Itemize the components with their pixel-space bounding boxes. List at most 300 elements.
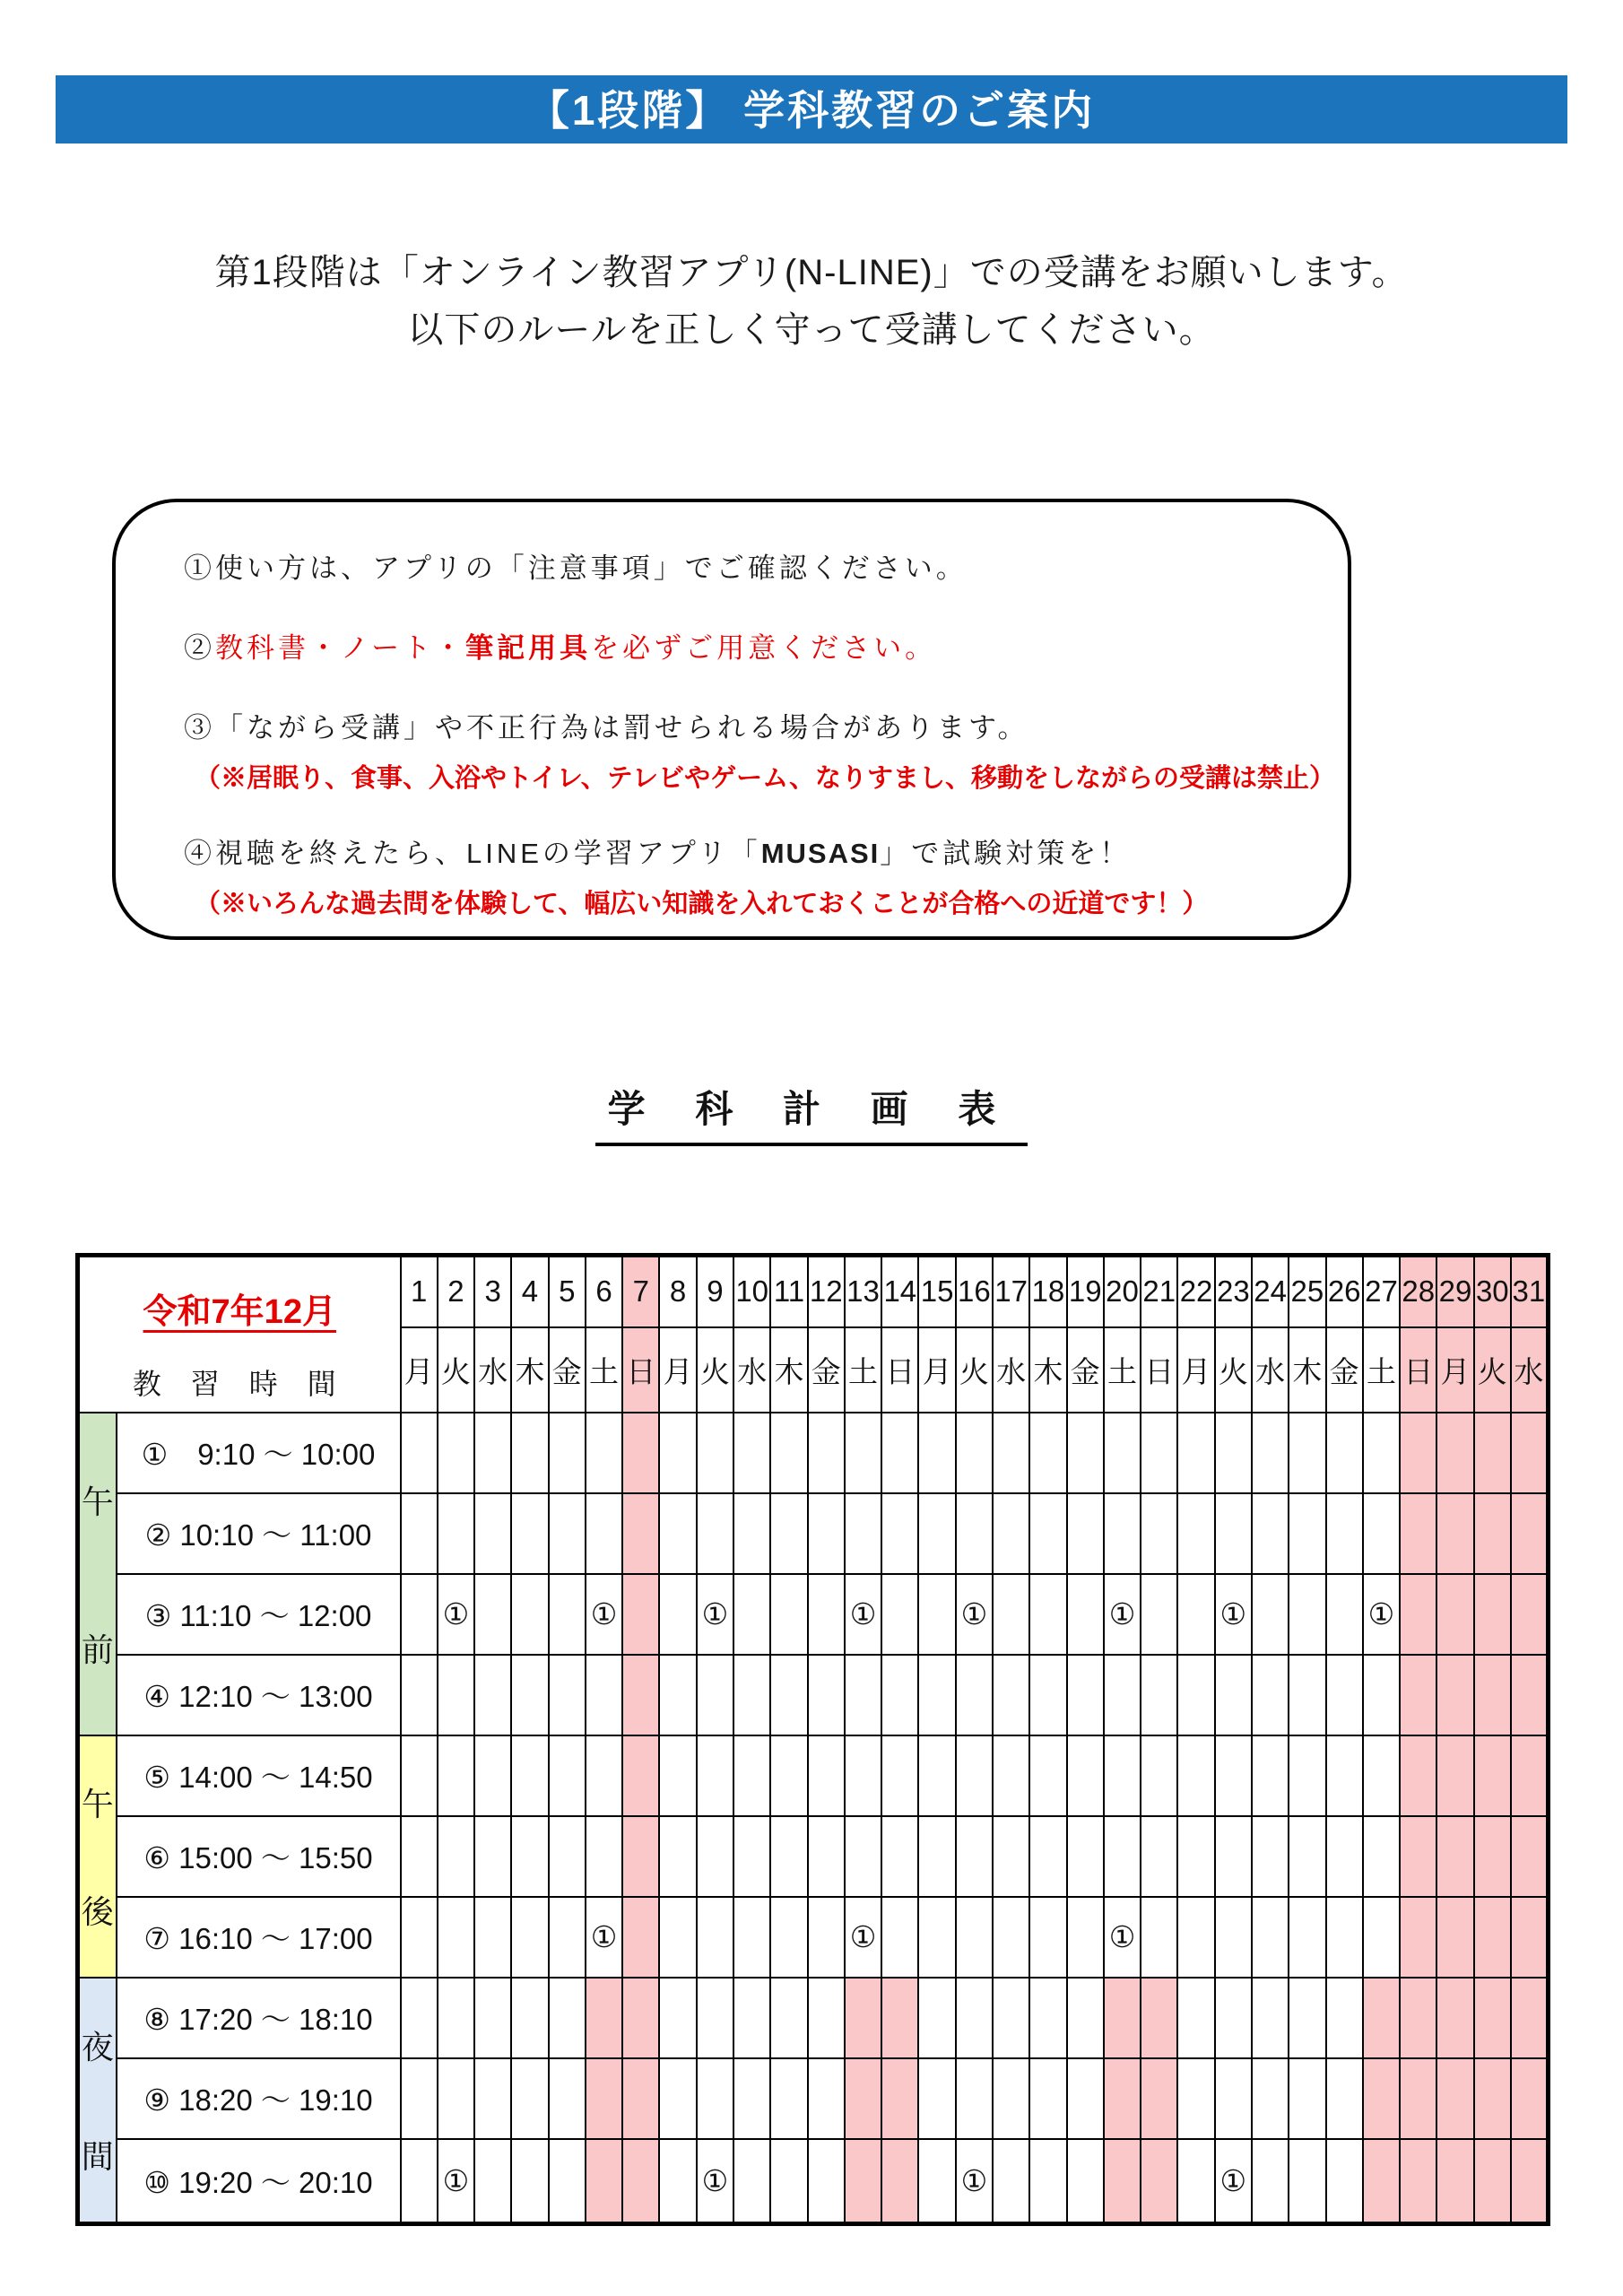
section-label-char: 前 xyxy=(81,1631,114,1668)
rule-text-part: 筆記用具 xyxy=(465,632,592,664)
schedule-cell-r6-d1 xyxy=(401,1816,438,1897)
schedule-cell-r9-d26 xyxy=(1326,2058,1363,2139)
schedule-table xyxy=(75,1253,1550,2226)
intro-text xyxy=(0,244,1623,359)
schedule-cell-r3-d30 xyxy=(1474,1574,1511,1655)
schedule-cell-r4-d14 xyxy=(881,1655,918,1735)
lesson-mark-r7-d20: ① xyxy=(1104,1897,1141,1978)
schedule-cell-r3-d18 xyxy=(1029,1574,1066,1655)
section-label-cell xyxy=(78,1413,117,1735)
schedule-cell-r7-d30 xyxy=(1474,1897,1511,1978)
schedule-cell-r6-d10 xyxy=(733,1816,770,1897)
schedule-cell-r5-d5 xyxy=(549,1735,586,1816)
schedule-cell-r5-d7 xyxy=(622,1735,659,1816)
month-header-cell xyxy=(78,1256,401,1413)
schedule-cell-r3-d19 xyxy=(1067,1574,1104,1655)
lesson-mark-r10-d9: ① xyxy=(697,2139,733,2224)
intro-line-1: 第1段階は「オンライン教習アプリ(N-LINE)」での受講をお願いします。 xyxy=(214,253,1409,292)
section-label-char: 午 xyxy=(81,1483,114,1520)
schedule-cell-r8-d31 xyxy=(1511,1978,1548,2058)
schedule-cell-r4-d28 xyxy=(1400,1655,1436,1735)
dow-cell-27: 土 xyxy=(1363,1327,1400,1413)
schedule-cell-r7-d27 xyxy=(1363,1897,1400,1978)
lesson-mark-r10-d16: ① xyxy=(956,2139,993,2224)
schedule-cell-r9-d23 xyxy=(1215,2058,1252,2139)
schedule-cell-r3-d14 xyxy=(881,1574,918,1655)
schedule-cell-r3-d8 xyxy=(659,1574,696,1655)
schedule-cell-r1-d20 xyxy=(1104,1413,1141,1493)
time-slot-cell: ⑤ 14:00 ～ 14:50 xyxy=(117,1735,401,1816)
schedule-cell-r4-d13 xyxy=(845,1655,881,1735)
schedule-cell-r1-d3 xyxy=(474,1413,511,1493)
dow-cell-20: 土 xyxy=(1104,1327,1141,1413)
schedule-cell-r4-d27 xyxy=(1363,1655,1400,1735)
dow-cell-22: 月 xyxy=(1177,1327,1214,1413)
rule-line xyxy=(184,625,1312,665)
date-cell-18: 18 xyxy=(1029,1256,1066,1327)
schedule-cell-r1-d7 xyxy=(622,1413,659,1493)
schedule-cell-r10-d6 xyxy=(586,2139,622,2224)
schedule-cell-r10-d4 xyxy=(511,2139,548,2224)
schedule-cell-r9-d4 xyxy=(511,2058,548,2139)
schedule-cell-r10-d31 xyxy=(1511,2139,1548,2224)
schedule-cell-r3-d17 xyxy=(993,1574,1029,1655)
page-title-banner: 【1段階】 学科教習のご案内 xyxy=(56,75,1567,144)
schedule-cell-r9-d12 xyxy=(808,2058,845,2139)
date-cell-21: 21 xyxy=(1141,1256,1177,1327)
schedule-cell-r7-d3 xyxy=(474,1897,511,1978)
rule-text-part: ④視聴を終えたら、LINEの学習アプリ「 xyxy=(184,838,761,869)
schedule-cell-r5-d30 xyxy=(1474,1735,1511,1816)
schedule-cell-r9-d5 xyxy=(549,2058,586,2139)
schedule-cell-r4-d19 xyxy=(1067,1655,1104,1735)
rule-text-part: （※居眠り、食事、入浴やトイレ、テレビやゲーム、なりすまし、移動をしながらの受講は禁止） xyxy=(195,764,1335,793)
schedule-cell-r5-d10 xyxy=(733,1735,770,1816)
time-slot-cell: ② 10:10 ～ 11:00 xyxy=(117,1493,401,1574)
schedule-cell-r3-d1 xyxy=(401,1574,438,1655)
lesson-mark-r10-d2: ① xyxy=(438,2139,474,2224)
schedule-cell-r2-d13 xyxy=(845,1493,881,1574)
schedule-cell-r10-d17 xyxy=(993,2139,1029,2224)
schedule-cell-r7-d16 xyxy=(956,1897,993,1978)
section-label xyxy=(80,1979,116,2222)
section-label-char: 午 xyxy=(81,1786,114,1822)
time-slot-cell: ③ 11:10 ～ 12:00 xyxy=(117,1574,401,1655)
dow-cell-26: 金 xyxy=(1326,1327,1363,1413)
schedule-cell-r1-d5 xyxy=(549,1413,586,1493)
schedule-cell-r5-d27 xyxy=(1363,1735,1400,1816)
schedule-cell-r6-d25 xyxy=(1289,1816,1325,1897)
dow-cell-6: 土 xyxy=(586,1327,622,1413)
schedule-cell-r1-d12 xyxy=(808,1413,845,1493)
schedule-cell-r8-d1 xyxy=(401,1978,438,2058)
schedule-cell-r5-d17 xyxy=(993,1735,1029,1816)
dow-cell-18: 木 xyxy=(1029,1327,1066,1413)
schedule-cell-r8-d24 xyxy=(1252,1978,1289,2058)
rule-text-part: ② xyxy=(184,632,215,664)
schedule-cell-r7-d31 xyxy=(1511,1897,1548,1978)
schedule-cell-r8-d6 xyxy=(586,1978,622,2058)
date-cell-3: 3 xyxy=(474,1256,511,1327)
rule-text-part: MUSASI xyxy=(760,838,881,869)
rule-text-part: ①使い方は、アプリの「注意事項」でご確認ください。 xyxy=(184,552,968,584)
schedule-cell-r5-d25 xyxy=(1289,1735,1325,1816)
schedule-cell-r8-d15 xyxy=(918,1978,955,2058)
date-cell-28: 28 xyxy=(1400,1256,1436,1327)
schedule-cell-r5-d28 xyxy=(1400,1735,1436,1816)
lesson-mark-r3-d27: ① xyxy=(1363,1574,1400,1655)
dow-cell-16: 火 xyxy=(956,1327,993,1413)
schedule-cell-r10-d21 xyxy=(1141,2139,1177,2224)
schedule-cell-r3-d22 xyxy=(1177,1574,1214,1655)
schedule-cell-r10-d20 xyxy=(1104,2139,1141,2224)
schedule-cell-r7-d29 xyxy=(1436,1897,1473,1978)
time-slot-cell: ① 9:10 ～ 10:00 xyxy=(117,1413,401,1493)
schedule-cell-r8-d7 xyxy=(622,1978,659,2058)
schedule-cell-r1-d31 xyxy=(1511,1413,1548,1493)
dow-cell-12: 金 xyxy=(808,1327,845,1413)
rule-note-line xyxy=(195,883,1312,920)
time-slot-cell: ⑧ 17:20 ～ 18:10 xyxy=(117,1978,401,2058)
schedule-cell-r6-d3 xyxy=(474,1816,511,1897)
schedule-cell-r10-d30 xyxy=(1474,2139,1511,2224)
schedule-cell-r2-d16 xyxy=(956,1493,993,1574)
lesson-mark-r3-d16: ① xyxy=(956,1574,993,1655)
schedule-cell-r9-d21 xyxy=(1141,2058,1177,2139)
schedule-cell-r6-d22 xyxy=(1177,1816,1214,1897)
schedule-cell-r8-d2 xyxy=(438,1978,474,2058)
section-label-cell xyxy=(78,1735,117,1978)
schedule-cell-r1-d22 xyxy=(1177,1413,1214,1493)
schedule-cell-r4-d12 xyxy=(808,1655,845,1735)
schedule-cell-r1-d2 xyxy=(438,1413,474,1493)
lesson-mark-r3-d23: ① xyxy=(1215,1574,1252,1655)
schedule-cell-r7-d17 xyxy=(993,1897,1029,1978)
schedule-cell-r5-d6 xyxy=(586,1735,622,1816)
date-cell-7: 7 xyxy=(622,1256,659,1327)
lesson-mark-r3-d2: ① xyxy=(438,1574,474,1655)
schedule-cell-r8-d25 xyxy=(1289,1978,1325,2058)
schedule-cell-r10-d11 xyxy=(770,2139,807,2224)
dow-cell-7: 日 xyxy=(622,1327,659,1413)
schedule-cell-r2-d1 xyxy=(401,1493,438,1574)
schedule-cell-r6-d21 xyxy=(1141,1816,1177,1897)
date-cell-9: 9 xyxy=(697,1256,733,1327)
schedule-cell-r7-d19 xyxy=(1067,1897,1104,1978)
schedule-cell-r9-d6 xyxy=(586,2058,622,2139)
schedule-cell-r8-d10 xyxy=(733,1978,770,2058)
schedule-cell-r3-d29 xyxy=(1436,1574,1473,1655)
schedule-cell-r8-d5 xyxy=(549,1978,586,2058)
month-label: 令和7年12月 xyxy=(143,1293,336,1332)
dow-cell-17: 水 xyxy=(993,1327,1029,1413)
dow-cell-3: 水 xyxy=(474,1327,511,1413)
schedule-cell-r7-d22 xyxy=(1177,1897,1214,1978)
dow-cell-19: 金 xyxy=(1067,1327,1104,1413)
schedule-cell-r7-d7 xyxy=(622,1897,659,1978)
plan-title-wrap xyxy=(0,1080,1623,1146)
schedule-cell-r8-d3 xyxy=(474,1978,511,2058)
schedule-cell-r4-d4 xyxy=(511,1655,548,1735)
schedule-cell-r8-d30 xyxy=(1474,1978,1511,2058)
schedule-cell-r2-d11 xyxy=(770,1493,807,1574)
date-cell-31: 31 xyxy=(1511,1256,1548,1327)
dow-cell-9: 火 xyxy=(697,1327,733,1413)
schedule-cell-r9-d2 xyxy=(438,2058,474,2139)
schedule-cell-r10-d22 xyxy=(1177,2139,1214,2224)
schedule-cell-r2-d23 xyxy=(1215,1493,1252,1574)
schedule-cell-r3-d5 xyxy=(549,1574,586,1655)
schedule-cell-r9-d14 xyxy=(881,2058,918,2139)
schedule-cell-r5-d8 xyxy=(659,1735,696,1816)
schedule-cell-r10-d13 xyxy=(845,2139,881,2224)
schedule-cell-r5-d15 xyxy=(918,1735,955,1816)
date-cell-30: 30 xyxy=(1474,1256,1511,1327)
schedule-cell-r6-d29 xyxy=(1436,1816,1473,1897)
schedule-cell-r1-d17 xyxy=(993,1413,1029,1493)
rule-text-part: を必ずご用意ください。 xyxy=(591,632,937,664)
schedule-cell-r4-d20 xyxy=(1104,1655,1141,1735)
schedule-cell-r9-d13 xyxy=(845,2058,881,2139)
schedule-cell-r1-d4 xyxy=(511,1413,548,1493)
schedule-cell-r7-d21 xyxy=(1141,1897,1177,1978)
schedule-cell-r8-d14 xyxy=(881,1978,918,2058)
schedule-cell-r5-d20 xyxy=(1104,1735,1141,1816)
schedule-cell-r10-d5 xyxy=(549,2139,586,2224)
section-label-char: 夜 xyxy=(81,2028,114,2066)
date-cell-17: 17 xyxy=(993,1256,1029,1327)
date-cell-25: 25 xyxy=(1289,1256,1325,1327)
schedule-cell-r1-d10 xyxy=(733,1413,770,1493)
date-cell-5: 5 xyxy=(549,1256,586,1327)
schedule-cell-r5-d1 xyxy=(401,1735,438,1816)
schedule-cell-r6-d15 xyxy=(918,1816,955,1897)
schedule-cell-r4-d31 xyxy=(1511,1655,1548,1735)
schedule-cell-r2-d10 xyxy=(733,1493,770,1574)
schedule-cell-r6-d13 xyxy=(845,1816,881,1897)
time-slot-cell: ⑦ 16:10 ～ 17:00 xyxy=(117,1897,401,1978)
plan-title: 学 科 計 画 表 xyxy=(595,1080,1028,1146)
date-cell-29: 29 xyxy=(1436,1256,1473,1327)
date-cell-10: 10 xyxy=(733,1256,770,1327)
schedule-cell-r7-d12 xyxy=(808,1897,845,1978)
schedule-cell-r3-d21 xyxy=(1141,1574,1177,1655)
schedule-cell-r6-d2 xyxy=(438,1816,474,1897)
schedule-cell-r8-d19 xyxy=(1067,1978,1104,2058)
schedule-cell-r2-d28 xyxy=(1400,1493,1436,1574)
schedule-cell-r10-d25 xyxy=(1289,2139,1325,2224)
date-cell-6: 6 xyxy=(586,1256,622,1327)
rule-line xyxy=(184,545,1312,586)
schedule-cell-r2-d12 xyxy=(808,1493,845,1574)
schedule-cell-r10-d28 xyxy=(1400,2139,1436,2224)
schedule-cell-r9-d17 xyxy=(993,2058,1029,2139)
schedule-cell-r2-d31 xyxy=(1511,1493,1548,1574)
time-slot-cell: ⑨ 18:20 ～ 19:10 xyxy=(117,2058,401,2139)
schedule-cell-r5-d31 xyxy=(1511,1735,1548,1816)
intro-line-2: 以下のルールを正しく守って受講してください。 xyxy=(407,310,1216,350)
schedule-cell-r5-d4 xyxy=(511,1735,548,1816)
schedule-cell-r2-d29 xyxy=(1436,1493,1473,1574)
schedule-cell-r2-d18 xyxy=(1029,1493,1066,1574)
schedule-cell-r6-d9 xyxy=(697,1816,733,1897)
schedule-cell-r4-d6 xyxy=(586,1655,622,1735)
dow-cell-2: 火 xyxy=(438,1327,474,1413)
schedule-cell-r9-d19 xyxy=(1067,2058,1104,2139)
schedule-cell-r1-d9 xyxy=(697,1413,733,1493)
date-cell-19: 19 xyxy=(1067,1256,1104,1327)
schedule-cell-r2-d9 xyxy=(697,1493,733,1574)
dow-cell-28: 日 xyxy=(1400,1327,1436,1413)
rules-box xyxy=(112,499,1351,940)
schedule-cell-r7-d18 xyxy=(1029,1897,1066,1978)
schedule-cell-r6-d23 xyxy=(1215,1816,1252,1897)
date-cell-1: 1 xyxy=(401,1256,438,1327)
date-cell-15: 15 xyxy=(918,1256,955,1327)
time-slot-cell: ⑩ 19:20 ～ 20:10 xyxy=(117,2139,401,2224)
date-cell-12: 12 xyxy=(808,1256,845,1327)
lesson-mark-r3-d6: ① xyxy=(586,1574,622,1655)
schedule-cell-r9-d28 xyxy=(1400,2058,1436,2139)
schedule-cell-r9-d1 xyxy=(401,2058,438,2139)
date-cell-20: 20 xyxy=(1104,1256,1141,1327)
schedule-cell-r9-d20 xyxy=(1104,2058,1141,2139)
schedule-cell-r8-d4 xyxy=(511,1978,548,2058)
schedule-cell-r4-d17 xyxy=(993,1655,1029,1735)
schedule-cell-r5-d19 xyxy=(1067,1735,1104,1816)
lesson-mark-r3-d13: ① xyxy=(845,1574,881,1655)
schedule-cell-r2-d5 xyxy=(549,1493,586,1574)
time-slot-cell: ⑥ 15:00 ～ 15:50 xyxy=(117,1816,401,1897)
lesson-mark-r3-d9: ① xyxy=(697,1574,733,1655)
schedule-cell-r3-d15 xyxy=(918,1574,955,1655)
schedule-cell-r3-d28 xyxy=(1400,1574,1436,1655)
schedule-cell-r9-d11 xyxy=(770,2058,807,2139)
schedule-cell-r10-d8 xyxy=(659,2139,696,2224)
schedule-cell-r10-d19 xyxy=(1067,2139,1104,2224)
schedule-cell-r6-d26 xyxy=(1326,1816,1363,1897)
schedule-cell-r6-d30 xyxy=(1474,1816,1511,1897)
schedule-cell-r3-d26 xyxy=(1326,1574,1363,1655)
schedule-cell-r8-d8 xyxy=(659,1978,696,2058)
schedule-cell-r6-d11 xyxy=(770,1816,807,1897)
schedule-cell-r9-d24 xyxy=(1252,2058,1289,2139)
schedule-cell-r9-d22 xyxy=(1177,2058,1214,2139)
schedule-cell-r5-d22 xyxy=(1177,1735,1214,1816)
schedule-cell-r1-d19 xyxy=(1067,1413,1104,1493)
schedule-cell-r5-d14 xyxy=(881,1735,918,1816)
rule-text-part: ③「ながら受講」や不正行為は罰せられる場合があります。 xyxy=(184,712,1029,744)
schedule-cell-r1-d29 xyxy=(1436,1413,1473,1493)
schedule-cell-r4-d1 xyxy=(401,1655,438,1735)
dow-cell-5: 金 xyxy=(549,1327,586,1413)
schedule-cell-r7-d23 xyxy=(1215,1897,1252,1978)
schedule-cell-r8-d27 xyxy=(1363,1978,1400,2058)
date-cell-16: 16 xyxy=(956,1256,993,1327)
schedule-cell-r9-d29 xyxy=(1436,2058,1473,2139)
schedule-cell-r6-d20 xyxy=(1104,1816,1141,1897)
schedule-cell-r2-d8 xyxy=(659,1493,696,1574)
schedule-cell-r3-d11 xyxy=(770,1574,807,1655)
schedule-cell-r4-d25 xyxy=(1289,1655,1325,1735)
schedule-cell-r7-d4 xyxy=(511,1897,548,1978)
schedule-cell-r6-d6 xyxy=(586,1816,622,1897)
lesson-mark-r10-d23: ① xyxy=(1215,2139,1252,2224)
schedule-cell-r10-d18 xyxy=(1029,2139,1066,2224)
schedule-cell-r1-d8 xyxy=(659,1413,696,1493)
schedule-cell-r2-d7 xyxy=(622,1493,659,1574)
schedule-cell-r8-d13 xyxy=(845,1978,881,2058)
schedule-cell-r8-d29 xyxy=(1436,1978,1473,2058)
schedule-cell-r4-d8 xyxy=(659,1655,696,1735)
schedule-cell-r10-d14 xyxy=(881,2139,918,2224)
schedule-cell-r5-d21 xyxy=(1141,1735,1177,1816)
schedule-cell-r8-d28 xyxy=(1400,1978,1436,2058)
section-label-char: 後 xyxy=(81,1893,114,1930)
schedule-cell-r2-d3 xyxy=(474,1493,511,1574)
schedule-cell-r4-d26 xyxy=(1326,1655,1363,1735)
schedule-cell-r9-d25 xyxy=(1289,2058,1325,2139)
schedule-cell-r3-d12 xyxy=(808,1574,845,1655)
schedule-cell-r9-d31 xyxy=(1511,2058,1548,2139)
dow-cell-31: 水 xyxy=(1511,1327,1548,1413)
schedule-cell-r4-d30 xyxy=(1474,1655,1511,1735)
schedule-cell-r9-d18 xyxy=(1029,2058,1066,2139)
schedule-cell-r6-d19 xyxy=(1067,1816,1104,1897)
schedule-cell-r9-d30 xyxy=(1474,2058,1511,2139)
schedule-cell-r4-d9 xyxy=(697,1655,733,1735)
schedule-cell-r5-d9 xyxy=(697,1735,733,1816)
rule-text-part: （※いろんな過去問を体験して、幅広い知識を入れておくことが合格への近道です！） xyxy=(195,890,1209,918)
dow-cell-25: 木 xyxy=(1289,1327,1325,1413)
schedule-cell-r5-d13 xyxy=(845,1735,881,1816)
schedule-cell-r4-d21 xyxy=(1141,1655,1177,1735)
date-cell-14: 14 xyxy=(881,1256,918,1327)
schedule-cell-r4-d29 xyxy=(1436,1655,1473,1735)
schedule-cell-r1-d26 xyxy=(1326,1413,1363,1493)
schedule-cell-r1-d25 xyxy=(1289,1413,1325,1493)
schedule-cell-r1-d14 xyxy=(881,1413,918,1493)
schedule-cell-r3-d10 xyxy=(733,1574,770,1655)
schedule-cell-r5-d2 xyxy=(438,1735,474,1816)
schedule-cell-r7-d15 xyxy=(918,1897,955,1978)
schedule-cell-r1-d23 xyxy=(1215,1413,1252,1493)
date-cell-2: 2 xyxy=(438,1256,474,1327)
dow-cell-10: 水 xyxy=(733,1327,770,1413)
dow-cell-15: 月 xyxy=(918,1327,955,1413)
time-slot-cell: ④ 12:10 ～ 13:00 xyxy=(117,1655,401,1735)
schedule-cell-r2-d25 xyxy=(1289,1493,1325,1574)
schedule-cell-r8-d16 xyxy=(956,1978,993,2058)
rule-line xyxy=(184,705,1312,745)
schedule-cell-r3-d7 xyxy=(622,1574,659,1655)
schedule-cell-r7-d25 xyxy=(1289,1897,1325,1978)
schedule-cell-r5-d11 xyxy=(770,1735,807,1816)
schedule-cell-r10-d29 xyxy=(1436,2139,1473,2224)
dow-cell-23: 火 xyxy=(1215,1327,1252,1413)
schedule-cell-r2-d24 xyxy=(1252,1493,1289,1574)
schedule-cell-r8-d18 xyxy=(1029,1978,1066,2058)
schedule-cell-r8-d20 xyxy=(1104,1978,1141,2058)
schedule-cell-r1-d15 xyxy=(918,1413,955,1493)
section-label xyxy=(80,1736,116,1977)
date-cell-11: 11 xyxy=(770,1256,807,1327)
rule-line xyxy=(184,831,1312,871)
schedule-cell-r9-d10 xyxy=(733,2058,770,2139)
schedule-cell-r2-d14 xyxy=(881,1493,918,1574)
rule-text-part: 教科書・ノート・ xyxy=(215,632,466,664)
schedule-cell-r4-d2 xyxy=(438,1655,474,1735)
